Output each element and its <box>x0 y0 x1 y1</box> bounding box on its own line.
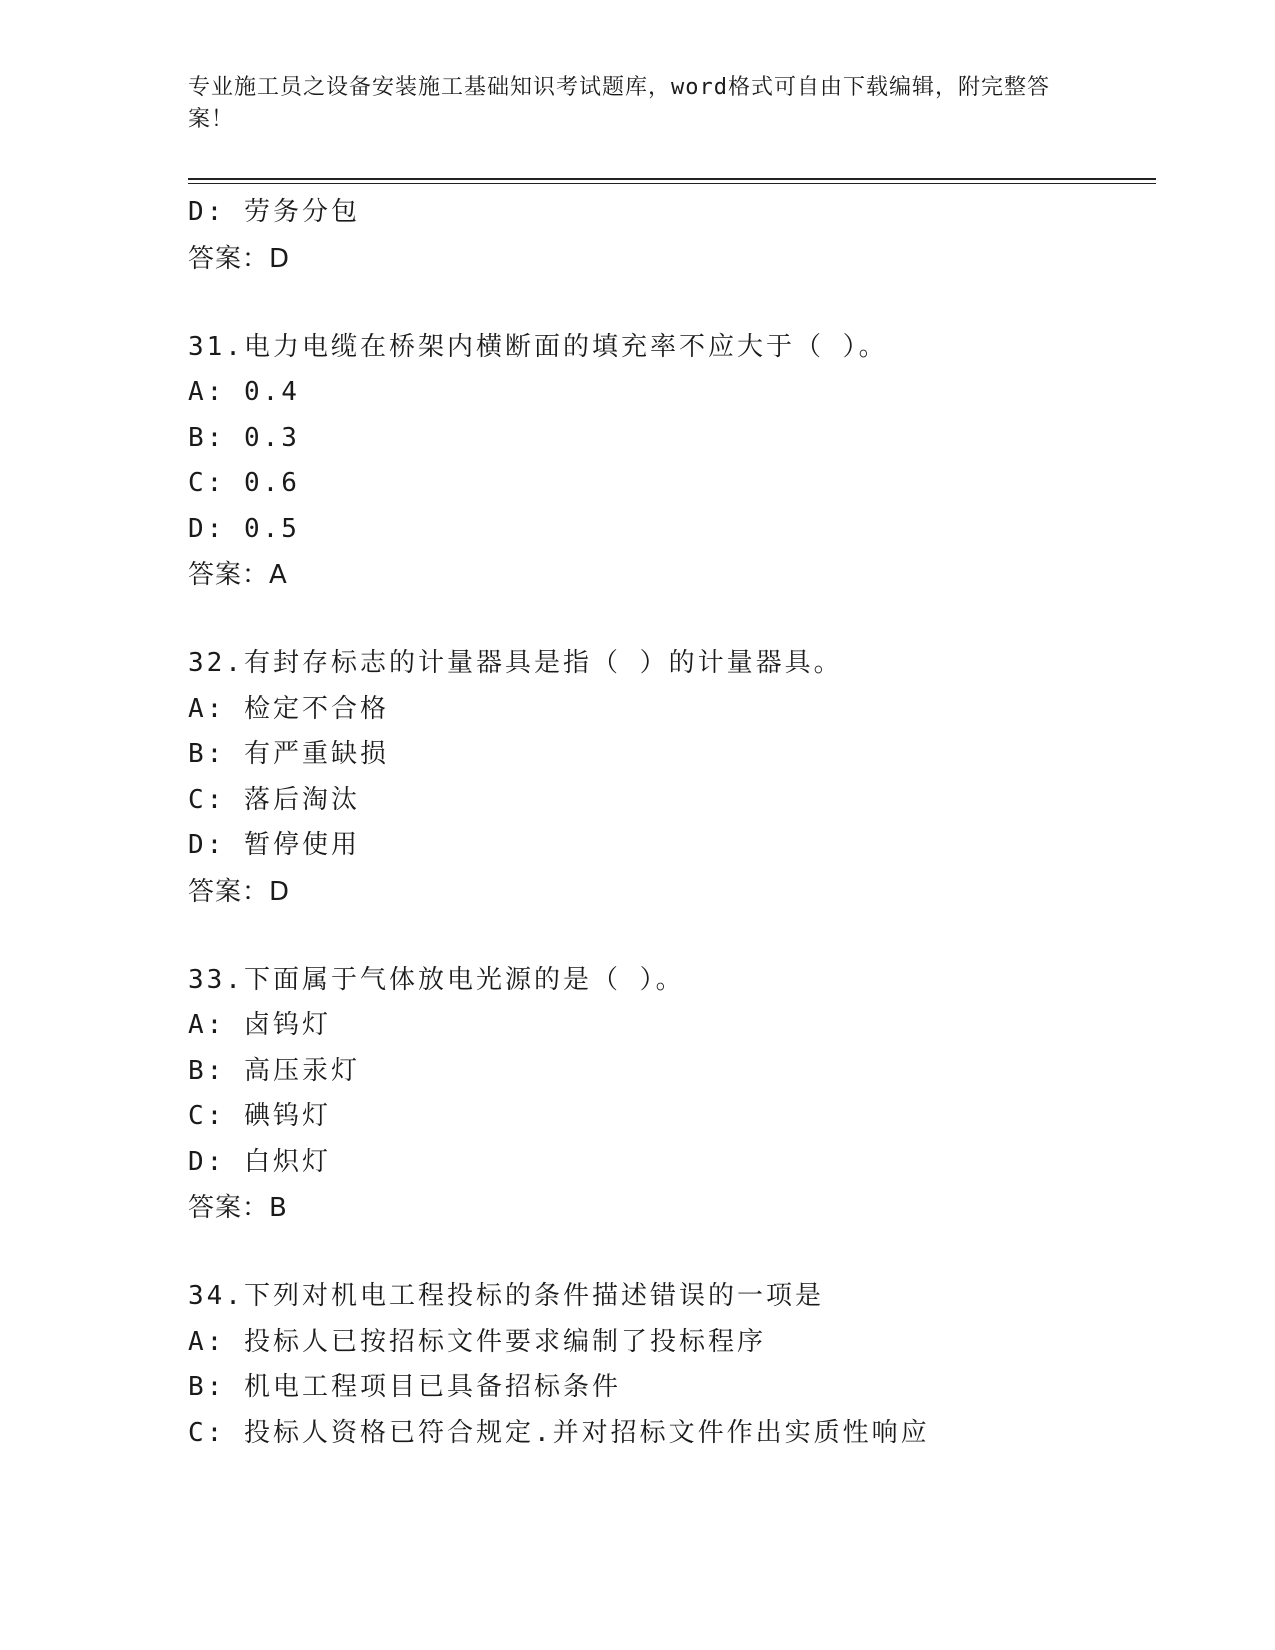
block-spacer <box>188 282 1156 325</box>
option-d: D: 0.5 <box>188 513 300 544</box>
question-list <box>188 190 1156 1456</box>
answer-line: 答案：B <box>188 1193 288 1223</box>
option-b: B: 高压汞灯 <box>188 1055 360 1086</box>
question-block <box>188 190 1156 282</box>
option-c: C: 0.6 <box>188 468 300 498</box>
document-header: 专业施工员之设备安装施工基础知识考试题库，word格式可自由下载编辑，附完整答案！ <box>188 75 1050 132</box>
option-c: C: 投标人资格已符合规定.并对招标文件作出实质性响应 <box>188 1417 930 1448</box>
option-a: A: 卤钨灯 <box>188 1010 331 1040</box>
block-spacer <box>188 1231 1156 1274</box>
option-b: B: 0.3 <box>188 422 300 453</box>
option-d: D: 劳务分包 <box>188 197 360 227</box>
answer-line: 答案：D <box>188 876 291 907</box>
question-block <box>188 641 1156 915</box>
option-d: D: 白炽灯 <box>188 1146 331 1177</box>
block-spacer <box>188 598 1156 641</box>
block-spacer <box>188 915 1156 958</box>
option-b: B: 有严重缺损 <box>188 739 389 769</box>
answer-line: 答案：A <box>188 560 288 590</box>
question-stem: 31.电力电缆在桥架内横断面的填充率不应大于（ ）。 <box>188 331 888 362</box>
option-d: D: 暂停使用 <box>188 830 360 860</box>
header-divider-thick <box>188 178 1156 180</box>
question-stem: 33.下面属于气体放电光源的是（ ）。 <box>188 964 685 995</box>
option-c: C: 碘钨灯 <box>188 1101 331 1131</box>
question-block <box>188 958 1156 1232</box>
option-a: A: 检定不合格 <box>188 693 389 724</box>
header-divider-thin <box>188 183 1156 184</box>
question-stem: 32.有封存标志的计量器具是指（ ）的计量器具。 <box>188 648 843 678</box>
question-block <box>188 325 1156 599</box>
answer-line: 答案：D <box>188 243 291 274</box>
option-a: A: 投标人已按招标文件要求编制了投标程序 <box>188 1326 766 1357</box>
question-stem: 34.下列对机电工程投标的条件描述错误的一项是 <box>188 1281 824 1311</box>
option-b: B: 机电工程项目已具备招标条件 <box>188 1372 621 1402</box>
option-a: A: 0.4 <box>188 377 300 407</box>
question-block <box>188 1274 1156 1456</box>
option-c: C: 落后淘汰 <box>188 784 360 815</box>
